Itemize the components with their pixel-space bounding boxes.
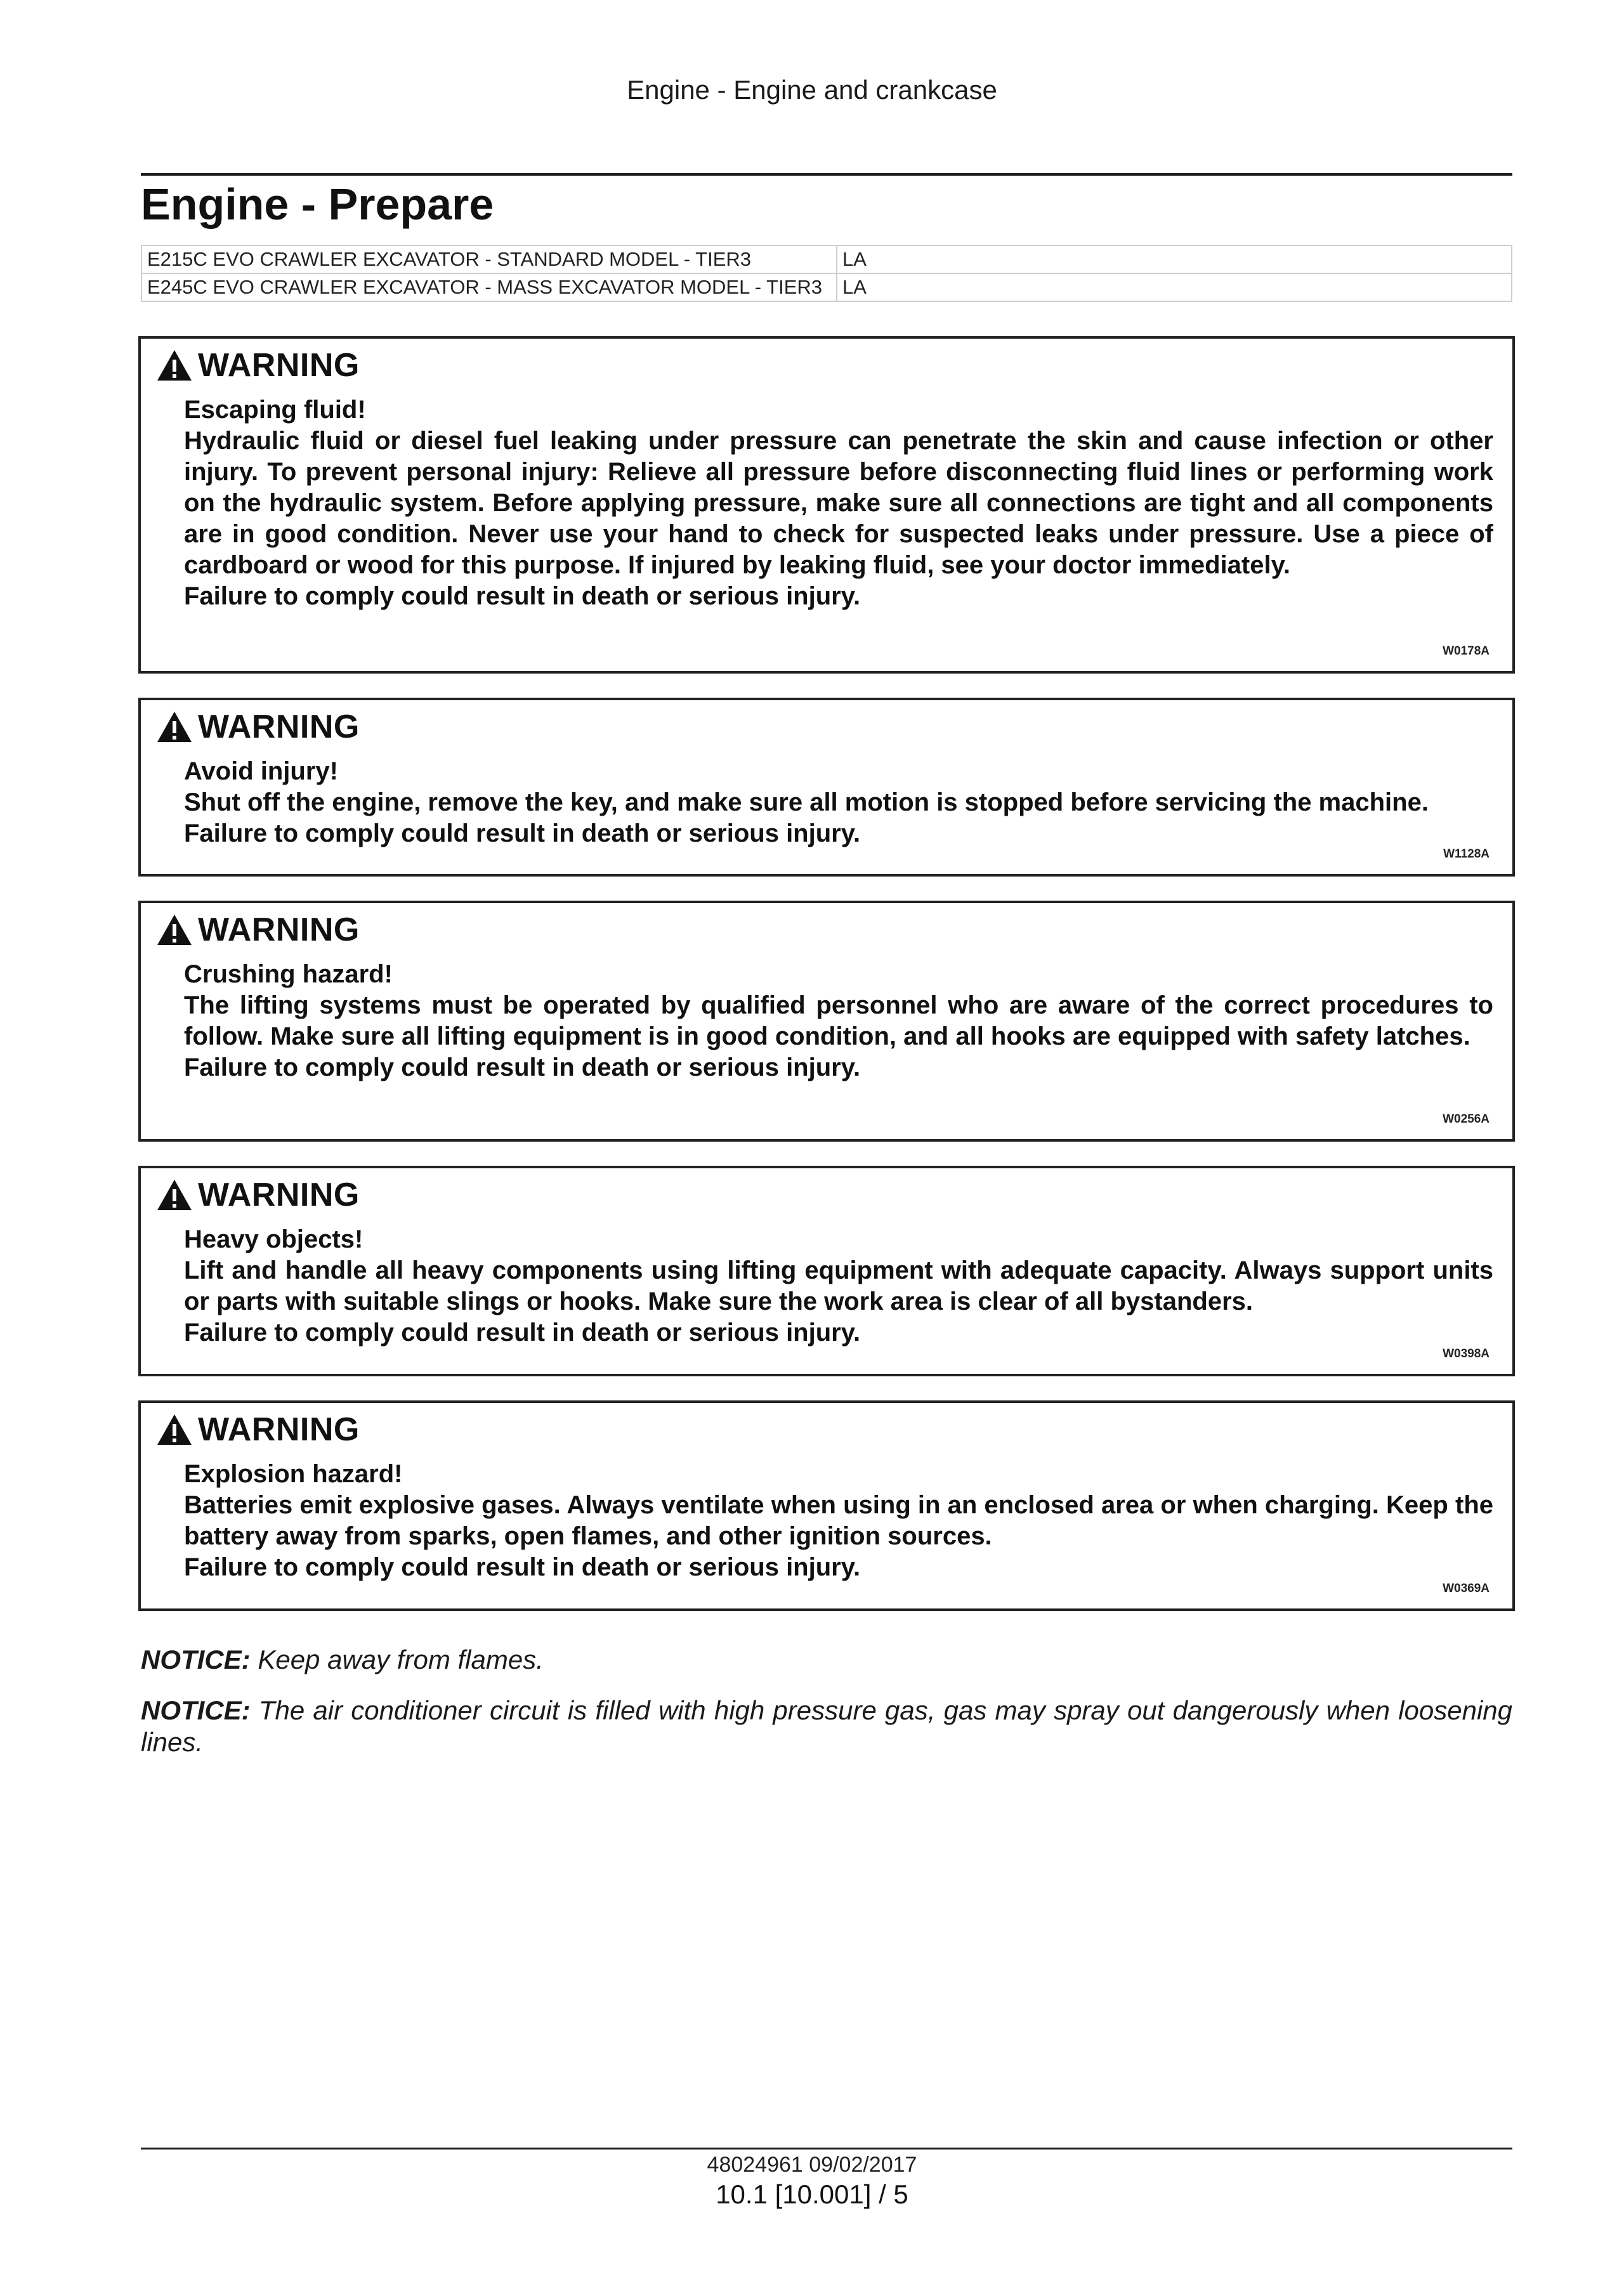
warning-consequence: Failure to comply could result in death or serious injury. [184,819,861,847]
warning-triangle-icon [156,913,193,946]
region-cell: LA [837,245,1512,273]
warning-heading: Crushing hazard! [184,960,393,988]
warning-consequence: Failure to comply could result in death or serious injury. [184,582,861,610]
running-header: Engine - Engine and crankcase [627,75,997,105]
page-reference: 10.1 [10.001] / 5 [716,2179,908,2209]
warning-text: Hydraulic fluid or diesel fuel leaking under pressure can penetrate the skin and cause infection or other injury. To prevent personal injury: Relieve all pressure before disconnecting fluid lines or performing work on the hydraulic system. Before applying pressure, make sure all connections are tight and all components are in good condition. Never use your hand to check for suspected leaks under pressure. Use a piece of cardboard or wood for this purpose. If injured by leaking fluid, see your doctor immediately. [184,427,1493,579]
notice-text: The air conditioner circuit is filled with high pressure gas, gas may spray out dangerously when loosening lines. [141,1695,1513,1757]
notice-air-conditioner [141,1695,1512,1758]
warning-code: W0369A [1443,1582,1490,1595]
warning-triangle-icon [156,1178,193,1211]
warning-code: W0256A [1443,1112,1490,1126]
warning-consequence: Failure to comply could result in death or serious injury. [184,1053,861,1081]
notice-lead: NOTICE: [141,1695,251,1725]
warning-box-explosion-hazard [138,1400,1515,1611]
warning-triangle-icon [156,349,193,382]
document-code: 48024961 09/02/2017 [707,2153,917,2177]
warning-body [184,756,1493,849]
page-title: Engine - Prepare [141,179,494,229]
warning-heading: Explosion hazard! [184,1460,403,1488]
notice-lead: NOTICE: [141,1645,251,1674]
notice-text: Keep away from flames. [258,1645,544,1674]
warning-text: Shut off the engine, remove the key, and make sure all motion is stopped before servicing the machine. [184,788,1429,816]
warning-header [156,346,360,384]
warning-label: WARNING [198,1177,360,1213]
warning-code: W0398A [1443,1347,1490,1360]
warning-label: WARNING [198,911,360,948]
model-applicability-table [141,245,1512,302]
warning-label: WARNING [198,1411,360,1448]
warning-heading: Avoid injury! [184,757,338,785]
model-name-cell: E215C EVO CRAWLER EXCAVATOR - STANDARD MODEL - TIER3 [141,245,837,273]
warning-text: Lift and handle all heavy components using lifting equipment with adequate capacity. Always support units or parts with suitable slings or hooks. Make sure the work area is clear of all bystanders. [184,1256,1493,1315]
warning-triangle-icon [156,710,193,743]
warning-code: W1128A [1443,847,1490,861]
warning-heading: Heavy objects! [184,1225,363,1253]
table-row [141,273,1512,301]
warning-box-escaping-fluid [138,336,1515,674]
warning-box-avoid-injury [138,698,1515,877]
warning-header [156,911,360,949]
warning-body [184,1224,1493,1348]
warning-heading: Escaping fluid! [184,396,366,424]
warning-header [156,1411,360,1449]
warning-body [184,395,1493,612]
warning-label: WARNING [198,347,360,384]
model-name-cell: E245C EVO CRAWLER EXCAVATOR - MASS EXCAVATOR MODEL - TIER3 [141,273,837,301]
warning-box-crushing-hazard [138,901,1515,1142]
warning-body [184,959,1493,1083]
warning-body [184,1459,1493,1583]
warning-consequence: Failure to comply could result in death or serious injury. [184,1319,861,1347]
warning-header [156,708,360,746]
warning-box-heavy-objects [138,1166,1515,1376]
warning-text: Batteries emit explosive gases. Always ventilate when using in an enclosed area or when charging. Keep the battery away from sparks, open flames, and other ignition sources. [184,1491,1493,1550]
warning-consequence: Failure to comply could result in death or serious injury. [184,1553,861,1581]
warning-text: The lifting systems must be operated by qualified personnel who are aware of the correct procedures to follow. Make sure all lifting equipment is in good condition, and all hooks are equipped with safety latches. [184,991,1493,1050]
warning-header [156,1176,360,1214]
title-rule [141,173,1512,176]
warning-triangle-icon [156,1413,193,1446]
warning-label: WARNING [198,708,360,745]
table-row [141,245,1512,273]
footer-rule [141,2148,1512,2149]
notice-flames [141,1644,1512,1676]
warning-code: W0178A [1443,644,1490,658]
region-cell: LA [837,273,1512,301]
